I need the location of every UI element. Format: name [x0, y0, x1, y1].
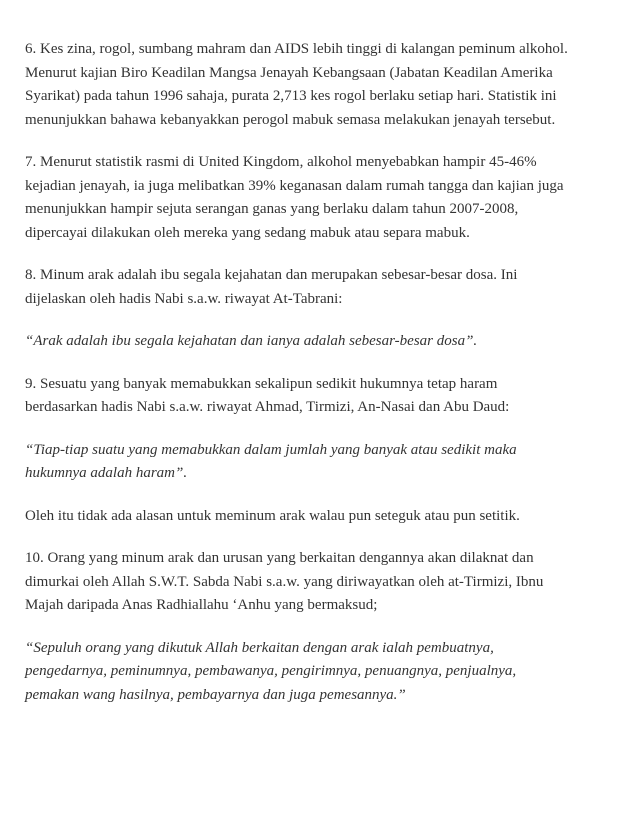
quote-hadith-at-tabrani: [25, 330, 625, 354]
text-line: “Sepuluh orang yang dikutuk Allah berkaitan dengan arak ialah pembuatnya,: [25, 639, 494, 656]
paragraph-point-10: [25, 547, 625, 618]
paragraph-point-7: [25, 151, 625, 245]
text-line: 8. Minum arak adalah ibu segala kejahatan dan merupakan sebesar-besar dosa. Ini: [25, 267, 518, 283]
text-line: “Tiap-tiap suatu yang memabukkan dalam jumlah yang banyak atau sedikit maka: [25, 441, 517, 458]
text-line: Syarikat) pada tahun 1996 sahaja, purata 2,713 kes rogol berlaku setiap hari. Statistik ini: [25, 88, 557, 104]
text-line: Majah daripada Anas Radhiallahu ‘Anhu yang bermaksud;: [25, 597, 378, 613]
paragraph-conclusion: [25, 505, 625, 529]
text-line: dimurkai oleh Allah S.W.T. Sabda Nabi s.a.w. yang diriwayatkan oleh at-Tirmizi, Ibnu: [25, 573, 544, 590]
text-line: 6. Kes zina, rogol, sumbang mahram dan AIDS lebih tinggi di kalangan peminum alkohol.: [25, 41, 568, 57]
text-line: hukumnya adalah haram”.: [25, 465, 188, 481]
text-line: 9. Sesuatu yang banyak memabukkan sekalipun sedikit hukumnya tetap haram: [25, 375, 498, 392]
quote-hadith-ahmad: [25, 439, 625, 486]
paragraph-point-9: [25, 373, 625, 420]
text-line: berdasarkan hadis Nabi s.a.w. riwayat Ahmad, Tirmizi, An-Nasai dan Abu Daud:: [25, 399, 510, 415]
text-line: Oleh itu tidak ada alasan untuk meminum arak walau pun seteguk atau pun setitik.: [25, 507, 520, 524]
text-line: pemakan wang hasilnya, pembayarnya dan juga pemesannya.”: [25, 686, 406, 703]
text-line: kejadian jenayah, ia juga melibatkan 39% keganasan dalam rumah tangga dan kajian juga: [25, 177, 564, 194]
text-line: dijelaskan oleh hadis Nabi s.a.w. riwayat At-Tabrani:: [25, 290, 343, 307]
paragraph-point-6: [25, 38, 625, 132]
text-line: Menurut kajian Biro Keadilan Mangsa Jenayah Kebangsaan (Jabatan Keadilan Amerika: [25, 64, 553, 81]
text-line: menunjukkan hampir sejuta serangan ganas yang berlaku dalam tahun 2007-2008,: [25, 201, 519, 217]
document-page: [25, 38, 625, 726]
text-line: “Arak adalah ibu segala kejahatan dan ianya adalah sebesar-besar dosa”.: [25, 333, 478, 349]
paragraph-point-8: [25, 264, 625, 311]
text-line: 7. Menurut statistik rasmi di United Kingdom, alkohol menyebabkan hampir 45-46%: [25, 154, 537, 170]
text-line: dipercayai dilakukan oleh mereka yang sedang mabuk atau separa mabuk.: [25, 224, 470, 241]
text-line: pengedarnya, peminumnya, pembawanya, pengirimnya, penuangnya, penjualnya,: [25, 663, 517, 679]
text-line: 10. Orang yang minum arak dan urusan yang berkaitan dengannya akan dilaknat dan: [25, 550, 534, 566]
text-line: menunjukkan bahawa kebanyakkan perogol mabuk semasa melakukan jenayah tersebut.: [25, 111, 556, 128]
quote-hadith-tirmizi: [25, 637, 625, 708]
